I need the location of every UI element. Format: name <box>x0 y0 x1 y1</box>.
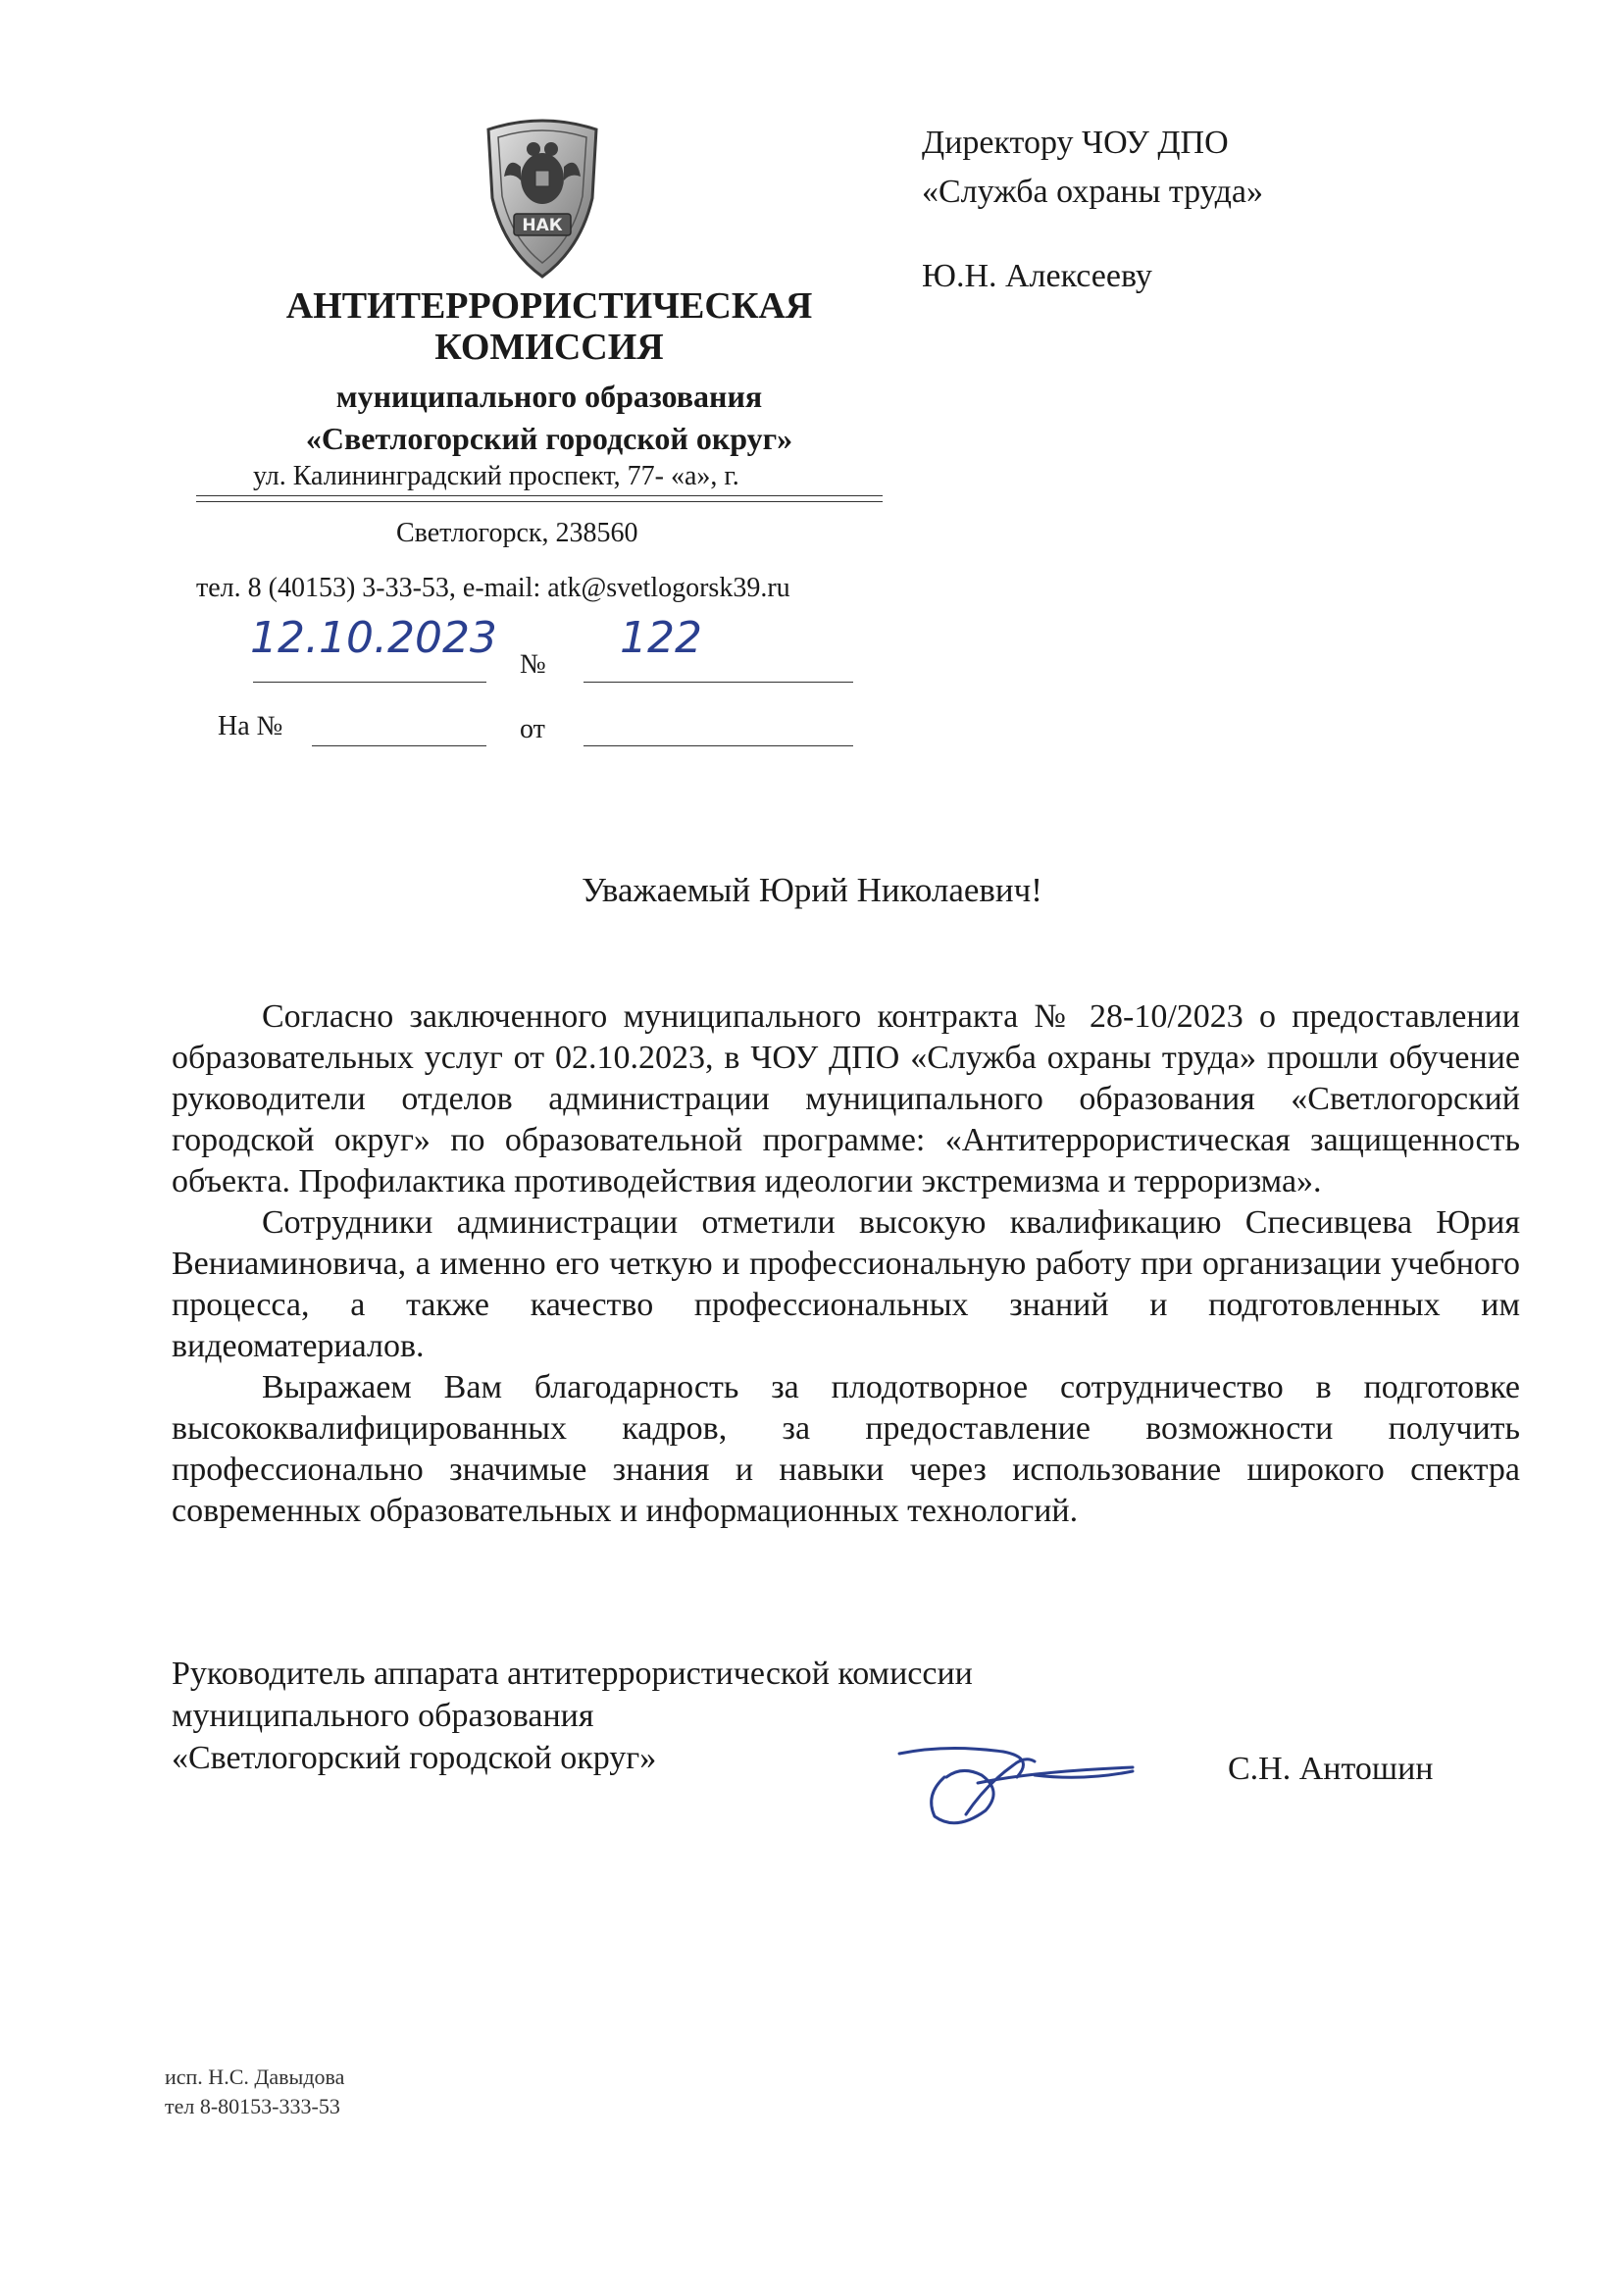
body-paragraph-3: Выражаем Вам благодарность за плодотворное сотрудничество в подготовке высококвалифицированных кадров, за предоставление возможности получить профессионально значимые знания и навыки через использование широкого спектра современных образовательных и информационных технологий. <box>172 1369 1520 1529</box>
org-subtitle-line1: муниципального образования <box>335 379 763 414</box>
letter-body <box>172 996 1520 1532</box>
header-divider-second <box>196 501 883 502</box>
executor-name: исп. Н.С. Давыдова <box>165 2065 345 2089</box>
number-underline <box>584 682 853 683</box>
phone-text: тел. 8 (40153) 3-33-53, e-mail: <box>196 573 541 603</box>
ref-number-underline <box>312 745 486 746</box>
org-title-line2: КОМИССИЯ <box>434 327 664 368</box>
greeting: Уважаемый Юрий Николаевич! <box>582 871 1042 909</box>
ref-from-label: от <box>520 714 545 744</box>
contact-line <box>196 573 790 604</box>
handwritten-signature <box>888 1726 1142 1834</box>
address-line2: Светлогорск, 238560 <box>396 518 638 548</box>
email-link[interactable]: atk@svetlogorsk39.ru <box>547 573 790 603</box>
org-title-line1: АНТИТЕРРОРИСТИЧЕСКАЯ <box>285 285 813 327</box>
address-line1: ул. Калининградский проспект, 77- «а», г. <box>253 461 739 491</box>
signatory-position-line3: «Светлогорский городской округ» <box>172 1740 657 1776</box>
ref-date-underline <box>584 745 853 746</box>
svg-text:НАК: НАК <box>522 216 563 235</box>
signatory-position <box>172 1653 973 1779</box>
body-paragraph-2: Сотрудники администрации отметили высокую квалификацию Спесивцева Юрия Вениаминовича, а именно его четкую и профессиональную работу при организации учебного процесса, а также качество профессиональных знаний и подготовленных им видеоматериалов. <box>172 1204 1520 1364</box>
date-underline <box>253 682 486 683</box>
body-paragraph-1: Согласно заключенного муниципального контракта № 28-10/2023 о предоставлении образовательных услуг от 02.10.2023, в ЧОУ ДПО «Служба охраны труда» прошли обучение руководители отделов администрации муниципального образования «Светлогорский городской округ» по образовательной программе: «Антитеррористическая защищенность объекта. Профилактика противодействия идеологии экстремизма и терроризма». <box>172 998 1520 1199</box>
nak-emblem-icon <box>479 116 606 280</box>
org-subtitle-line2: «Светлогорский городской округ» <box>305 421 793 456</box>
signer-name: С.Н. Антошин <box>1228 1751 1434 1787</box>
executor-phone: тел 8-80153-333-53 <box>165 2094 340 2118</box>
number-label: № <box>520 649 546 680</box>
recipient-line2: «Служба охраны труда» <box>922 174 1263 210</box>
header-divider <box>196 495 883 496</box>
recipient-name: Ю.Н. Алексееву <box>922 258 1152 294</box>
ref-number-label: На № <box>218 711 283 741</box>
handwritten-number: 122 <box>620 613 702 663</box>
recipient-line1: Директору ЧОУ ДПО <box>922 125 1229 161</box>
signatory-position-line1: Руководитель аппарата антитеррористической комиссии <box>172 1656 973 1692</box>
handwritten-date: 12.10.2023 <box>250 613 497 663</box>
signatory-position-line2: муниципального образования <box>172 1698 594 1734</box>
